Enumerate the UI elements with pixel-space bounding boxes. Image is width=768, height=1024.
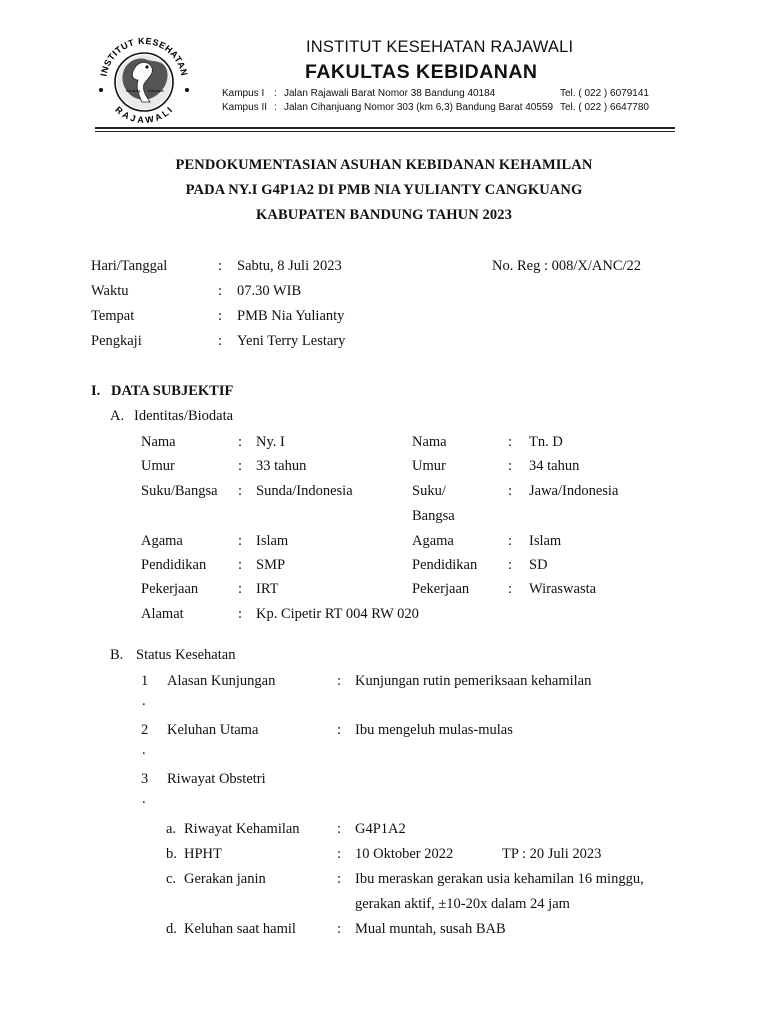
biodata-label-husband: Pendidikan [412, 557, 478, 573]
obstetri-letter: c. [166, 871, 177, 887]
obstetri-letter: d. [166, 921, 177, 937]
meta-sep-assessor: : [218, 333, 223, 349]
biodata-label-husband: Agama [412, 533, 454, 549]
biodata-sep: : [238, 434, 243, 450]
biodata-value-wife: SMP [256, 557, 286, 573]
status-number: 1 [141, 673, 149, 689]
doc-title-line-1: PENDOKUMENTASIAN ASUHAN KEBIDANAN KEHAMILAN [175, 157, 593, 173]
biodata-value-husband: Tn. D [529, 434, 563, 450]
biodata-label-wife: Pekerjaan [141, 581, 199, 597]
section-1-title: DATA SUBJEKTIF [111, 383, 234, 399]
obstetri-sep: : [337, 871, 342, 887]
institute-logo [92, 30, 196, 134]
status-value-visit-reason: Kunjungan rutin pemeriksaan kehamilan [355, 673, 592, 689]
biodata-sep: : [508, 483, 513, 499]
status-number: 3 [141, 771, 149, 787]
status-sep: : [337, 722, 342, 738]
obstetri-label-pregnancy-complaints: Keluhan saat hamil [184, 921, 296, 937]
subsection-b-letter: B. [110, 647, 124, 663]
biodata-sep: : [238, 557, 243, 573]
biodata-label-husband: Nama [412, 434, 447, 450]
meta-value-assessor: Yeni Terry Lestary [237, 333, 346, 349]
campus-2-address: Jalan Cihanjuang Nomor 303 (km 6,3) Bandung Barat 40559 [284, 102, 554, 113]
biodata-label-wife: Nama [141, 434, 176, 450]
status-value-main-complaint: Ibu mengeluh mulas-mulas [355, 722, 513, 738]
meta-value-time: 07.30 WIB [237, 283, 302, 299]
biodata-sep: : [238, 606, 243, 622]
campus-1-phone: Tel. ( 022 ) 6079141 [560, 88, 649, 99]
meta-label-place: Tempat [91, 308, 135, 324]
doc-title-line-2: PADA NY.I G4P1A2 DI PMB NIA YULIANTY CANGKUANG [185, 182, 583, 198]
logo-bottom-text: RAJAWALI [113, 104, 176, 126]
biodata-sep: : [508, 581, 513, 597]
biodata-sep: : [508, 434, 513, 450]
logo-ring-text: INSTITUT KESEHATAN [98, 35, 190, 78]
biodata-value-wife: Islam [256, 533, 289, 549]
obstetri-value-fetal-movement: Ibu meraskan gerakan usia kehamilan 16 minggu, [355, 871, 644, 887]
list-dot: . [142, 693, 146, 709]
status-number: 2 [141, 722, 149, 738]
biodata-value-husband: Wiraswasta [529, 581, 597, 597]
status-label-main-complaint: Keluhan Utama [167, 722, 259, 738]
obstetri-sep: : [337, 846, 342, 862]
obstetri-value-hpht: 10 Oktober 2022 [355, 846, 454, 862]
biodata-label-husband: Umur [412, 458, 446, 474]
biodata-sep: : [508, 557, 513, 573]
meta-value-date: Sabtu, 8 Juli 2023 [237, 258, 342, 274]
obstetri-value-fetal-movement-cont: gerakan aktif, ±10-20x dalam 24 jam [355, 896, 570, 912]
subsection-a-title: Identitas/Biodata [134, 408, 234, 424]
biodata-value-wife: 33 tahun [256, 458, 307, 474]
biodata-value-husband: Islam [529, 533, 562, 549]
list-dot: . [142, 791, 146, 807]
obstetri-value-due-date: TP : 20 Juli 2023 [502, 846, 602, 862]
doc-title-line-3: KABUPATEN BANDUNG TAHUN 2023 [256, 207, 512, 223]
obstetri-value-pregnancy-complaints: Mual muntah, susah BAB [355, 921, 506, 937]
logo-inner-left: Bandung [126, 89, 141, 93]
obstetri-sep: : [337, 821, 342, 837]
obstetri-label-fetal-movement: Gerakan janin [184, 871, 266, 887]
status-sep: : [337, 673, 342, 689]
meta-sep-time: : [218, 283, 223, 299]
biodata-label-wife: Pendidikan [141, 557, 207, 573]
biodata-sep: : [508, 458, 513, 474]
biodata-value-wife: IRT [256, 581, 279, 597]
biodata-value-husband: SD [529, 557, 548, 573]
biodata-value-wife: Sunda/Indonesia [256, 483, 353, 499]
meta-label-time: Waktu [91, 283, 129, 299]
biodata-label-wife: Suku/Bangsa [141, 483, 218, 499]
section-1-number: I. [91, 383, 101, 399]
campus-2-sep: : [274, 102, 277, 113]
biodata-sep: : [238, 458, 243, 474]
meta-label-assessor: Pengkaji [91, 333, 142, 349]
biodata-sep: : [238, 533, 243, 549]
campus-1-label: Kampus I [222, 88, 265, 99]
status-label-visit-reason: Alasan Kunjungan [167, 673, 276, 689]
campus-2-phone: Tel. ( 022 ) 6647780 [560, 102, 649, 113]
biodata-label-husband: Suku/ [412, 483, 446, 499]
subsection-b-title: Status Kesehatan [136, 647, 236, 663]
obstetri-letter: b. [166, 846, 177, 862]
meta-sep-place: : [218, 308, 223, 324]
status-label-obstetric-history: Riwayat Obstetri [167, 771, 266, 787]
subsection-a-letter: A. [110, 408, 125, 424]
biodata-value-husband: Jawa/Indonesia [529, 483, 619, 499]
obstetri-value-pregnancy-history: G4P1A2 [355, 821, 406, 837]
campus-1-sep: : [274, 88, 277, 99]
biodata-label-address: Alamat [141, 606, 184, 622]
obstetri-label-hpht: HPHT [184, 846, 222, 862]
biodata-value-address: Kp. Cipetir RT 004 RW 020 [256, 606, 419, 622]
institute-name: INSTITUT KESEHATAN RAJAWALI [306, 38, 574, 56]
logo-inner-right: Indonesia [148, 89, 164, 93]
biodata-label-husband-cont: Bangsa [412, 508, 455, 524]
meta-sep-date: : [218, 258, 223, 274]
campus-1-address: Jalan Rajawali Barat Nomor 38 Bandung 40184 [284, 88, 496, 99]
meta-label-date: Hari/Tanggal [91, 258, 168, 274]
header-rule-thick [95, 127, 675, 129]
obstetri-label-pregnancy-history: Riwayat Kehamilan [184, 821, 300, 837]
biodata-label-husband: Pekerjaan [412, 581, 470, 597]
obstetri-sep: : [337, 921, 342, 937]
biodata-label-wife: Umur [141, 458, 175, 474]
list-dot: . [142, 742, 146, 758]
faculty-name: FAKULTAS KEBIDANAN [305, 61, 538, 83]
biodata-value-husband: 34 tahun [529, 458, 580, 474]
biodata-sep: : [238, 483, 243, 499]
biodata-label-wife: Agama [141, 533, 183, 549]
campus-2-label: Kampus II [222, 102, 268, 113]
biodata-sep: : [238, 581, 243, 597]
biodata-value-wife: Ny. I [256, 434, 285, 450]
registration-number: No. Reg : 008/X/ANC/22 [492, 258, 642, 274]
header-rule-thin [95, 131, 675, 132]
meta-value-place: PMB Nia Yulianty [237, 308, 345, 324]
obstetri-letter: a. [166, 821, 177, 837]
biodata-sep: : [508, 533, 513, 549]
